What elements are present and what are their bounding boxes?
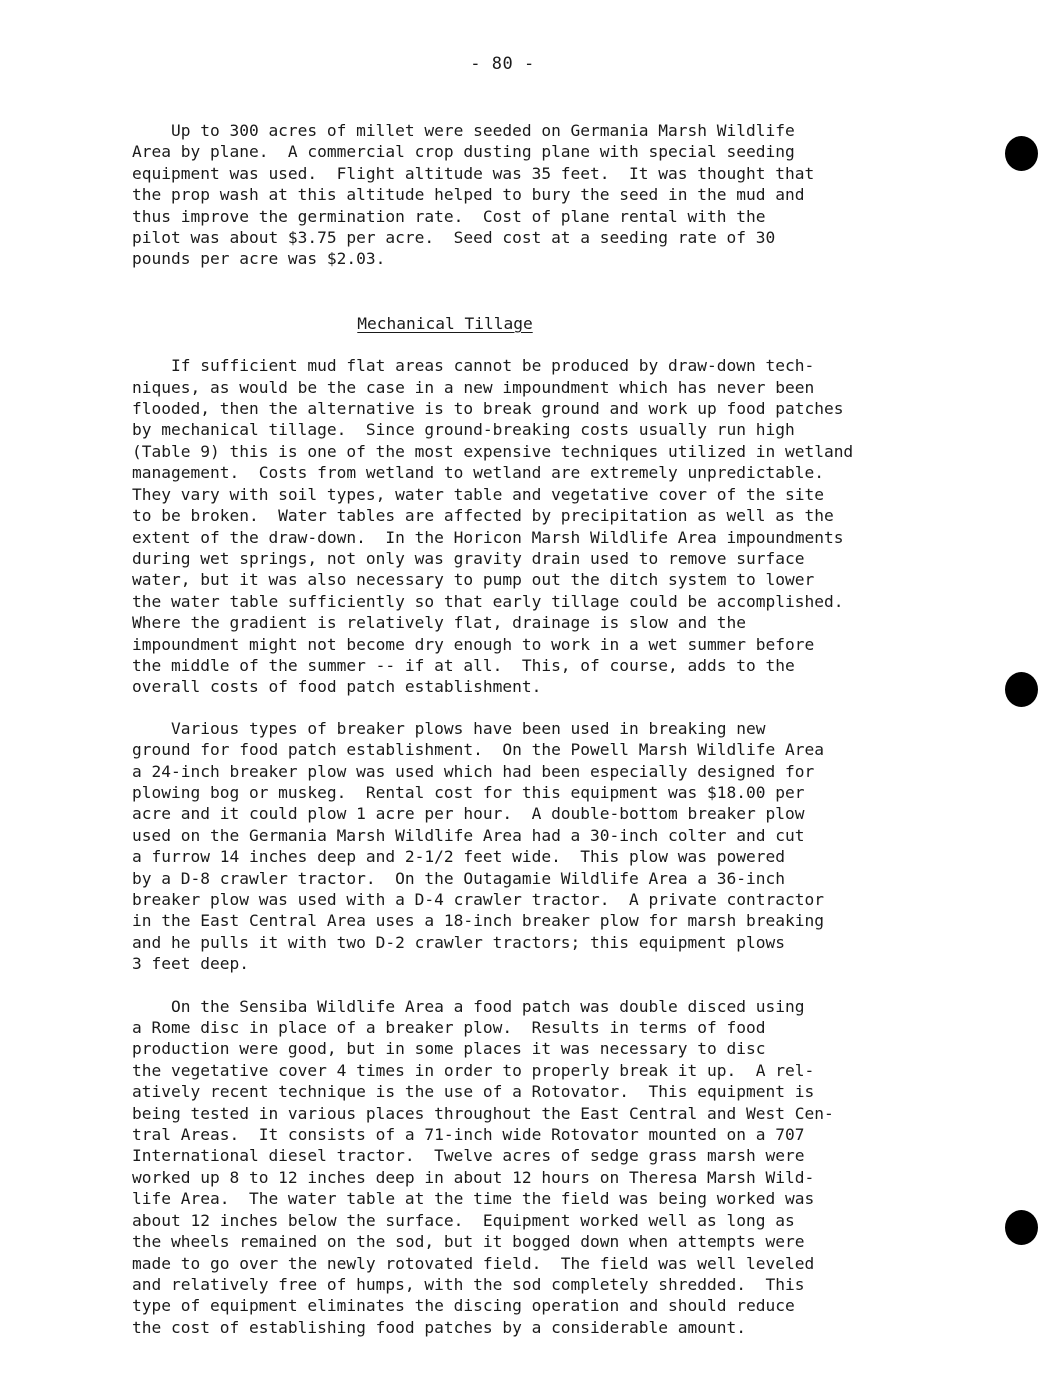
text-line: They vary with soil types, water table and vegetative cover of the site: [132, 484, 824, 504]
text-line: the vegetative cover 4 times in order to properly break it up. A rel-: [132, 1060, 815, 1080]
text-line: being tested in various places throughout the East Central and West Cen-: [132, 1103, 834, 1123]
text-line: production were good, but in some places it was necessary to disc: [132, 1039, 766, 1059]
text-line: the water table sufficiently so that early tillage could be accomplished.: [132, 591, 844, 611]
text-line: life Area. The water table at the time the field was being worked was: [132, 1189, 815, 1209]
text-line: water, but it was also necessary to pump out the ditch system to lower: [132, 570, 815, 590]
text-line: atively recent technique is the use of a Rotovator. This equipment is: [132, 1082, 815, 1102]
text-line: made to go over the newly rotovated field. The field was well leveled: [132, 1253, 815, 1273]
paragraph-mechanical-tillage: [132, 355, 922, 698]
text-line: plowing bog or muskeg. Rental cost for this equipment was $18.00 per: [132, 782, 805, 802]
text-line: and he pulls it with two D-2 crawler tractors; this equipment plows: [132, 932, 785, 952]
paragraph-plane-seeding: [132, 120, 922, 270]
text-line: thus improve the germination rate. Cost of plane rental with the: [132, 206, 766, 226]
text-line: the cost of establishing food patches by a considerable amount.: [132, 1317, 746, 1337]
text-line: extent of the draw-down. In the Horicon Marsh Wildlife Area impoundments: [132, 527, 844, 547]
section-heading-mechanical-tillage: Mechanical Tillage: [357, 313, 533, 333]
text-line: a furrow 14 inches deep and 2-1/2 feet wide. This plow was powered: [132, 847, 785, 867]
text-line: Various types of breaker plows have been used in breaking new: [132, 718, 766, 738]
text-line: breaker plow was used with a D-4 crawler tractor. A private contractor: [132, 890, 824, 909]
text-line: If sufficient mud flat areas cannot be produced by draw-down tech-: [132, 356, 815, 376]
text-line: to be broken. Water tables are affected by precipitation as well as the: [132, 506, 834, 526]
text-line: about 12 inches below the surface. Equipment worked well as long as: [132, 1210, 795, 1230]
text-line: impoundment might not become dry enough to work in a wet summer before: [132, 634, 815, 654]
text-line: the prop wash at this altitude helped to bury the seed in the mud and: [132, 185, 805, 205]
text-line: pilot was about $3.75 per acre. Seed cost at a seeding rate of 30: [132, 228, 776, 248]
text-line: Up to 300 acres of millet were seeded on Germania Marsh Wildlife: [132, 121, 795, 140]
text-line: flooded, then the alternative is to break ground and work up food patches: [132, 399, 844, 419]
text-line: acre and it could plow 1 acre per hour. A double-bottom breaker plow: [132, 804, 805, 824]
text-line: equipment was used. Flight altitude was 35 feet. It was thought that: [132, 163, 815, 183]
punch-hole-middle: [1005, 672, 1038, 707]
text-line: a Rome disc in place of a breaker plow. Results in terms of food: [132, 1018, 766, 1038]
text-line: (Table 9) this is one of the most expensive techniques utilized in wetland: [132, 441, 854, 461]
punch-hole-bottom: [1005, 1210, 1038, 1245]
text-line: pounds per acre was $2.03.: [132, 249, 386, 269]
text-line: tral Areas. It consists of a 71-inch wide Rotovator mounted on a 707: [132, 1125, 805, 1145]
text-line: the middle of the summer -- if at all. This, of course, adds to the: [132, 655, 795, 675]
text-line: Area by plane. A commercial crop dusting plane with special seeding: [132, 142, 795, 162]
punch-hole-top: [1005, 136, 1038, 171]
text-line: niques, as would be the case in a new impoundment which has never been: [132, 377, 815, 397]
text-line: International diesel tractor. Twelve acres of sedge grass marsh were: [132, 1146, 805, 1166]
text-line: by mechanical tillage. Since ground-breaking costs usually run high: [132, 420, 795, 440]
paragraph-rotovator: [132, 996, 922, 1339]
text-line: used on the Germania Marsh Wildlife Area had a 30-inch colter and cut: [132, 825, 805, 845]
text-line: 3 feet deep.: [132, 954, 249, 974]
text-line: in the East Central Area uses a 18-inch breaker plow for marsh breaking: [132, 911, 824, 931]
text-line: a 24-inch breaker plow was used which had been especially designed for: [132, 761, 815, 781]
text-line: ground for food patch establishment. On the Powell Marsh Wildlife Area: [132, 740, 824, 760]
text-line: On the Sensiba Wildlife Area a food patch was double disced using: [132, 996, 805, 1016]
text-line: management. Costs from wetland to wetland are extremely unpredictable.: [132, 463, 824, 483]
page-number: - 80 -: [470, 54, 535, 74]
text-line: overall costs of food patch establishment.: [132, 677, 542, 697]
text-line: worked up 8 to 12 inches deep in about 12 hours on Theresa Marsh Wild-: [132, 1167, 815, 1187]
text-line: Where the gradient is relatively flat, drainage is slow and the: [132, 613, 746, 633]
paragraph-breaker-plows: [132, 718, 922, 975]
text-line: and relatively free of humps, with the sod completely shredded. This: [132, 1274, 805, 1294]
text-line: type of equipment eliminates the discing operation and should reduce: [132, 1296, 795, 1316]
text-line: by a D-8 crawler tractor. On the Outagamie Wildlife Area a 36-inch: [132, 868, 785, 888]
text-line: during wet springs, not only was gravity drain used to remove surface: [132, 548, 805, 568]
text-line: the wheels remained on the sod, but it bogged down when attempts were: [132, 1232, 805, 1252]
page-body: [132, 120, 922, 1338]
